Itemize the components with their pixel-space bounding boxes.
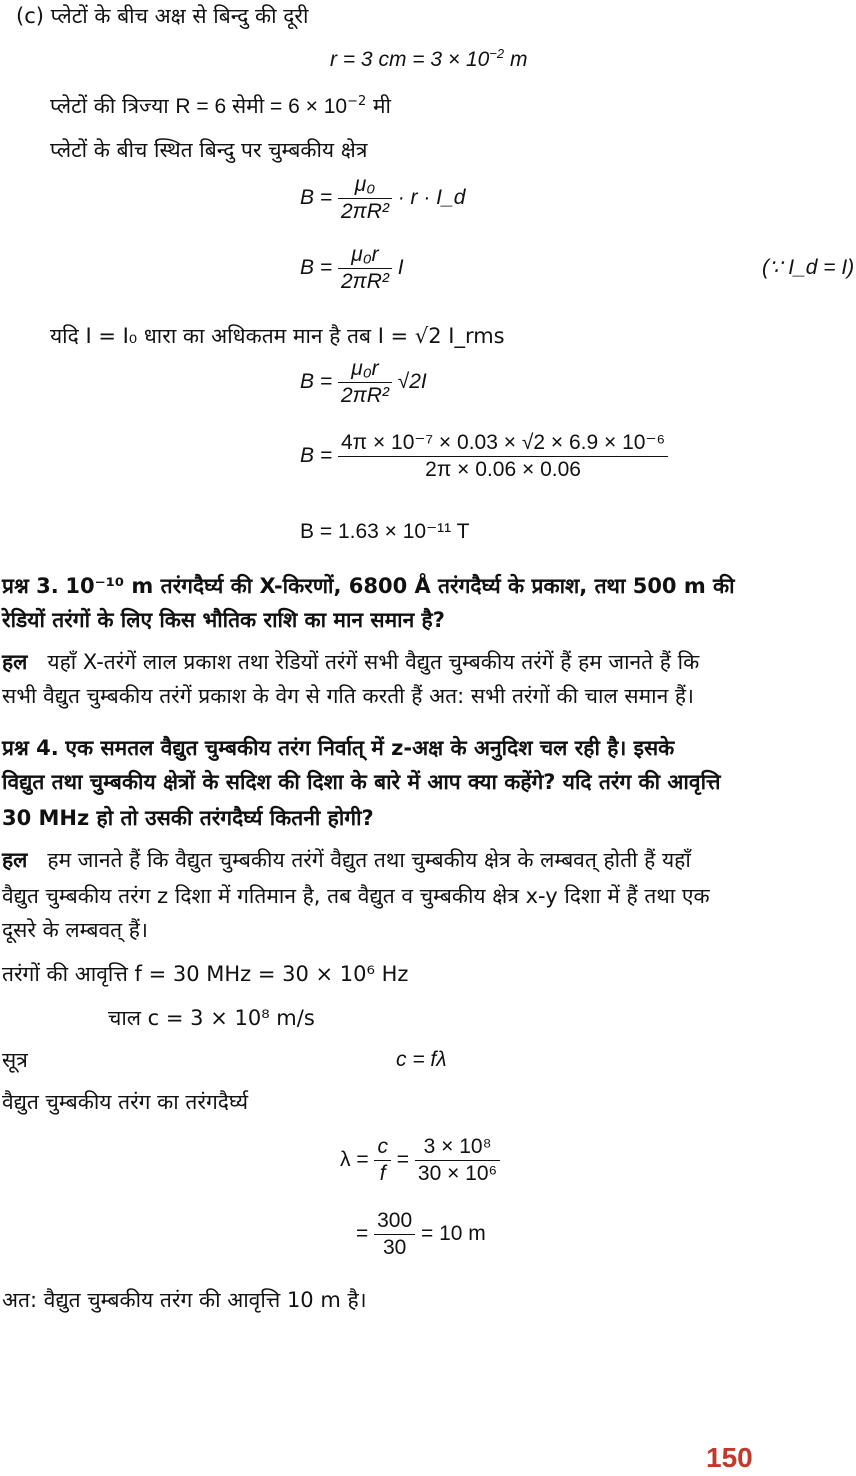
q4-solution-1: हल हम जानते हैं कि वैद्युत चुम्बकीय तरंगें वैद्युत तथा चुम्बकीय क्षेत्र के लम्बवत् होती हैं यहाँ bbox=[2, 848, 691, 872]
q4-line-2: विद्युत तथा चुम्बकीय क्षेत्रों के सदिश की दिशा के बारे में आप क्या कहेंगे? यदि तरंग की आवृत्ति bbox=[2, 770, 721, 794]
formula-label: सूत्र bbox=[2, 1048, 28, 1072]
q4-label: प्रश्न 4. bbox=[2, 736, 59, 760]
frequency-line: तरंगों की आवृत्ति f = 30 MHz = 30 × 10⁶ Hz bbox=[2, 962, 409, 986]
b-equation-3: B = $\frac{\text{μ₀r}}{\text{2πR²}}$ √2I bbox=[300, 356, 427, 407]
b-equation-1: B = $\frac{\text{μ₀}}{\text{2πR²}}$ · r · I_d bbox=[300, 172, 466, 223]
formula: c = fλ bbox=[396, 1048, 447, 1071]
q3-line-2: रेडियों तरंगों के लिए किस भौतिक राशि का मान समान है? bbox=[2, 608, 445, 632]
lambda-equation-1: λ = $\frac{c}{f}$ = $\frac{\text{3 × 10⁸}}{\text{30 × 10⁶}}$ bbox=[340, 1132, 500, 1188]
b-equation-2: B = $\frac{\text{μ₀r}}{\text{2πR²}}$ I bbox=[300, 242, 404, 293]
speed-line: चाल c = 3 × 10⁸ m/s bbox=[108, 1006, 315, 1030]
q3-sol-label: हल bbox=[2, 650, 28, 674]
q3-solution-1: हल यहाँ X-तरंगें लाल प्रकाश तथा रेडियों तरंगें सभी वैद्युत चुम्बकीय तरंगें हैं हम जानते हैं कि bbox=[2, 650, 700, 674]
q4-solution-3: दूसरे के लम्बवत् हैं। bbox=[2, 918, 148, 942]
b-equation-2-note: (∵ I_d = I) bbox=[762, 256, 855, 279]
q4-solution-2: वैद्युत चुम्बकीय तरंग z दिशा में गतिमान है, तब वैद्युत व चुम्बकीय क्षेत्र x-y दिशा में हैं तथा एक bbox=[2, 884, 710, 908]
radius-line: प्लेटों की त्रिज्या R = 6 सेमी = $6 \times 10^{-2}$ मी bbox=[50, 94, 391, 118]
wavelength-label: वैद्युत चुम्बकीय तरंग का तरंगदैर्घ्य bbox=[2, 1090, 249, 1114]
if-line: यदि I = I₀ धारा का अधिकतम मान है तब I = √2 I_rms bbox=[50, 324, 505, 348]
q3-solution-2: सभी वैद्युत चुम्बकीय तरंगें प्रकाश के वेग से गति करती हैं अत: सभी तरंगों की चाल समान हैं। bbox=[2, 684, 695, 708]
q4-line-3: 30 MHz हो तो उसकी तरंगदैर्घ्य कितनी होगी? bbox=[2, 806, 374, 830]
page-number: 150 bbox=[706, 1442, 753, 1473]
r-equation: r = 3 cm = $3 \times 10^{-2}$ m bbox=[330, 46, 528, 71]
b-equation-4: B = $\frac{\text{4π × 10⁻⁷ × 0.03 × √2 × 6.9 × 10⁻⁶}}{2\pi \times 0.06 \times 0.06}$ bbox=[300, 430, 668, 482]
q4-sol-label: हल bbox=[2, 848, 28, 872]
part-c-heading: (c) प्लेटों के बीच अक्ष से बिन्दु की दूरी bbox=[16, 4, 309, 28]
field-text: प्लेटों के बीच स्थित बिन्दु पर चुम्बकीय क्षेत्र bbox=[50, 138, 368, 162]
q3-line-1: प्रश्न 3. 10⁻¹⁰ m तरंगदैर्घ्य की X-किरणों, 6800 Å तरंगदैर्घ्य के प्रकाश, तथा 500 m की bbox=[2, 574, 735, 598]
lambda-equation-2: = $\frac{300}{30}$ = 10 m bbox=[356, 1208, 486, 1259]
conclusion: अत: वैद्युत चुम्बकीय तरंग की आवृत्ति 10 m है। bbox=[2, 1288, 367, 1312]
q4-line-1: प्रश्न 4. एक समतल वैद्युत चुम्बकीय तरंग निर्वात् में z-अक्ष के अनुदिश चल रही है। इसके bbox=[2, 736, 675, 760]
q3-label: प्रश्न 3. bbox=[2, 574, 59, 598]
b-result: B = 1.63 × 10⁻¹¹ T bbox=[300, 520, 470, 543]
